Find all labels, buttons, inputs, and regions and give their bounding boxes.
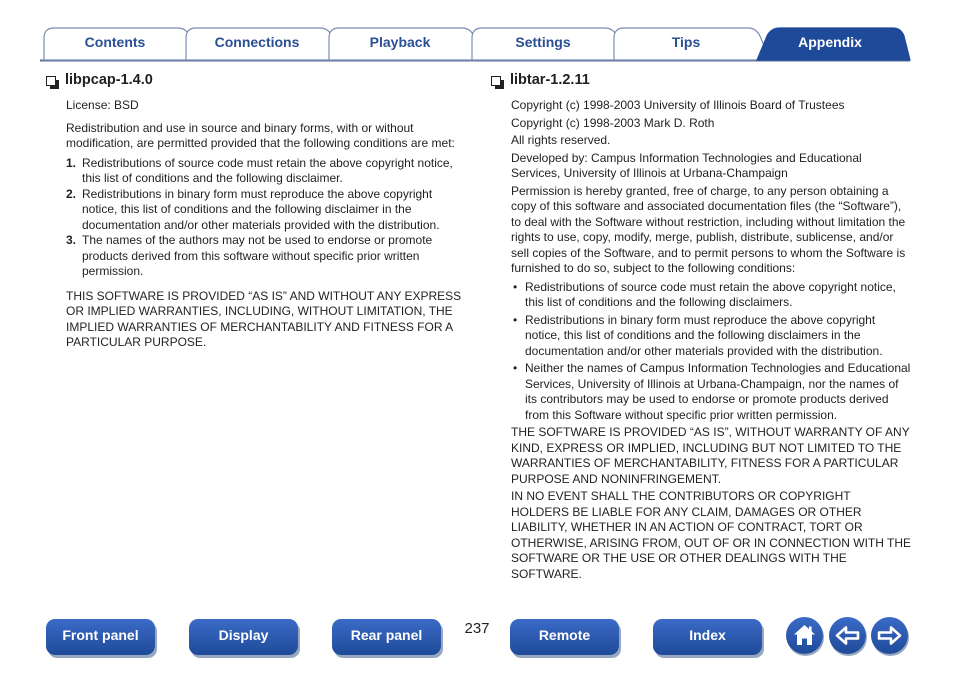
warranty-text: THE SOFTWARE IS PROVIDED “AS IS”, WITHOUT WARRANTY OF ANY KIND, EXPRESS OR IMPLIED, INCLUDING BUT NOT LIMITED TO THE WARRANTIES OF MERCHANTABILITY, FITNESS FOR A PARTICULAR PURPOSE AND NONINFRINGEMENT. bbox=[511, 425, 910, 486]
copyright-line: Copyright (c) 1998-2003 University of Illinois Board of Trustees bbox=[511, 98, 845, 112]
tab-appendix[interactable]: Appendix bbox=[798, 34, 862, 50]
forward-button[interactable] bbox=[871, 617, 908, 654]
tab-tips[interactable]: Tips bbox=[671, 34, 701, 50]
index-button[interactable]: Index bbox=[653, 619, 762, 655]
tab-settings[interactable]: Settings bbox=[515, 34, 571, 50]
tab-shapes bbox=[0, 0, 954, 64]
display-button[interactable]: Display bbox=[189, 619, 298, 655]
disclaimer-text: THIS SOFTWARE IS PROVIDED “AS IS” AND WITHOUT ANY EXPRESS OR IMPLIED WARRANTIES, INCLUDING, WITHOUT LIMITATION, THE IMPLIED WARRANTIES OF MERCHANTABILITY AND FITNESS FOR A PARTICULAR PURPOSE. bbox=[66, 288, 462, 349]
list-item: • Redistributions in binary form must reproduce the above copyright notice, this list of conditions and the following disclaimers in the documentation and/or other materials provided with the distribution. bbox=[513, 312, 883, 358]
tab-playback[interactable]: Playback bbox=[369, 34, 431, 50]
tab-bar bbox=[0, 0, 954, 64]
list-item: 2. Redistributions in binary form must reproduce the above copyright notice, this list of conditions and the following disclaimer in the documentation and/or other materials provided with the distribution. bbox=[66, 186, 440, 232]
libpcap-title: libpcap-1.4.0 bbox=[65, 72, 153, 89]
copyright-line: Copyright (c) 1998-2003 Mark D. Roth bbox=[511, 115, 715, 130]
arrow-right-icon bbox=[871, 617, 908, 654]
list-item: 3. The names of the authors may not be used to endorse or promote products derived from this software without specific prior written permission. bbox=[66, 233, 433, 278]
tab-connections[interactable]: Connections bbox=[214, 34, 300, 50]
license-text: License: BSD bbox=[66, 98, 139, 112]
home-icon bbox=[786, 617, 823, 654]
libtar-body bbox=[491, 98, 911, 582]
conditions-list bbox=[511, 280, 911, 424]
developed-text: Developed by: Campus Information Technologies and Educational Services, University of Illinois at Urbana-Champaign bbox=[511, 150, 862, 180]
home-button[interactable] bbox=[786, 617, 823, 654]
remote-button[interactable]: Remote bbox=[510, 619, 619, 655]
libpcap-heading bbox=[46, 70, 466, 92]
page-number: 237 bbox=[464, 620, 490, 637]
libtar-heading bbox=[491, 70, 911, 92]
arrow-left-icon bbox=[829, 617, 866, 654]
libpcap-body bbox=[46, 98, 466, 351]
checkbox-icon bbox=[46, 76, 56, 86]
tab-contents[interactable]: Contents bbox=[84, 34, 146, 50]
checkbox-icon bbox=[491, 76, 501, 86]
rear-panel-button[interactable]: Rear panel bbox=[332, 619, 441, 655]
libtar-section bbox=[491, 70, 911, 582]
permission-text: Permission is hereby granted, free of charge, to any person obtaining a copy of this software and associated documentation files (the “Software”), to deal with the Software without restriction, including without limitation the rights to use, copy, modify, merge, publish, distribute, sublicense, and/or sell copies of the Software, and to permit persons to whom the Software is furnished to do so, subject to the following conditions: bbox=[511, 183, 906, 275]
rights-text: All rights reserved. bbox=[511, 133, 611, 147]
libpcap-section bbox=[46, 70, 466, 351]
back-button[interactable] bbox=[829, 617, 866, 654]
conditions-list bbox=[66, 156, 466, 280]
list-item: • Neither the names of Campus Information Technologies and Educational Services, University of Illinois at Urbana-Champaign, nor the names of its contributors may be used to endorse or promote products derived from this Software without specific prior written permission. bbox=[513, 361, 911, 422]
liability-text: IN NO EVENT SHALL THE CONTRIBUTORS OR COPYRIGHT HOLDERS BE LIABLE FOR ANY CLAIM, DAMAGES OR OTHER LIABILITY, WHETHER IN AN ACTION OF CONTRACT, TORT OR OTHERWISE, ARISING FROM, OUT OF OR IN CONNECTION WITH THE SOFTWARE OR THE USE OR OTHER DEALINGS WITH THE SOFTWARE. bbox=[511, 489, 912, 581]
list-item: • Redistributions of source code must retain the above copyright notice, this list of conditions and the following disclaimers. bbox=[513, 279, 896, 309]
front-panel-button[interactable]: Front panel bbox=[46, 619, 155, 655]
intro-text: Redistribution and use in source and binary forms, with or without modification, are permitted provided that the following conditions are met: bbox=[66, 120, 455, 150]
list-item: 1. Redistributions of source code must retain the above copyright notice, this list of conditions and the following disclaimer. bbox=[66, 155, 453, 185]
libtar-title: libtar-1.2.11 bbox=[510, 72, 590, 89]
